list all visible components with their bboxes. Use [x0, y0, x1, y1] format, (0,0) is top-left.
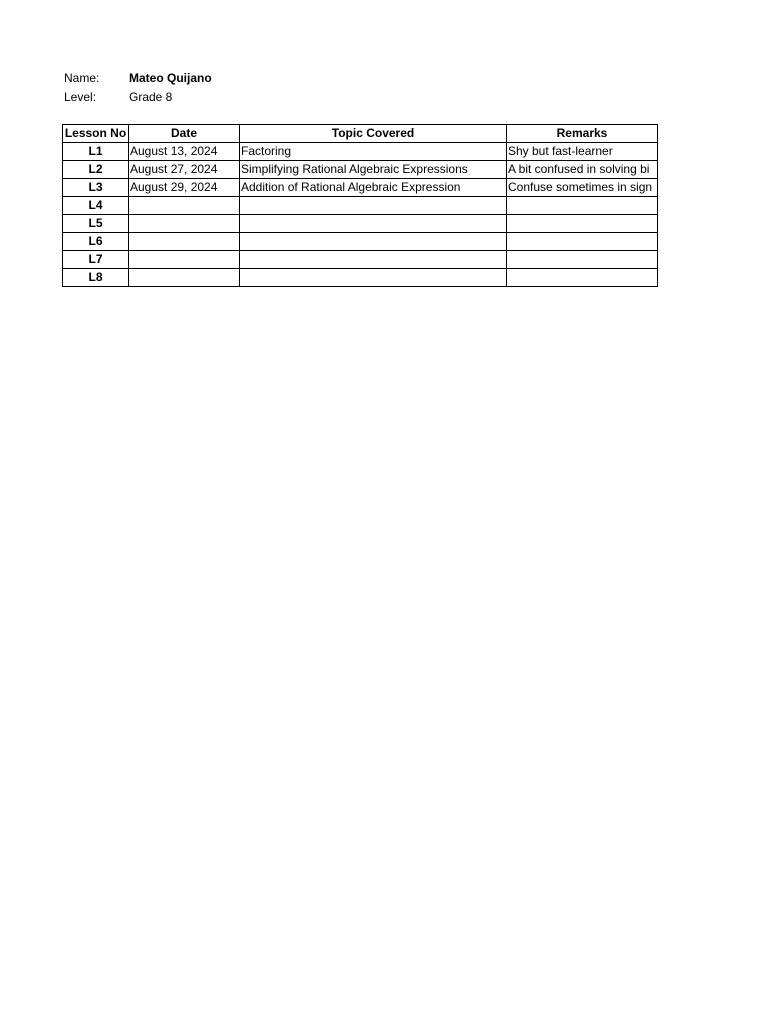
remarks-cell [507, 197, 658, 215]
table-row [63, 269, 658, 287]
lesson-cell: L7 [63, 251, 129, 269]
topic-cell [240, 215, 507, 233]
header-date: Date [129, 125, 240, 143]
lesson-log-table [62, 124, 658, 287]
topic-cell [240, 197, 507, 215]
remarks-cell [507, 251, 658, 269]
date-cell: August 27, 2024 [129, 161, 240, 179]
level-row [64, 88, 212, 107]
topic-cell: Simplifying Rational Algebraic Expressions [240, 161, 507, 179]
lesson-cell: L5 [63, 215, 129, 233]
header-lesson-no: Lesson No [63, 125, 129, 143]
header-remarks: Remarks [507, 125, 658, 143]
topic-cell: Factoring [240, 143, 507, 161]
name-label: Name: [64, 71, 100, 85]
remarks-cell: A bit confused in solving bi [507, 161, 658, 179]
topic-cell [240, 251, 507, 269]
remarks-cell [507, 215, 658, 233]
table-header-row [63, 125, 658, 143]
name-row [64, 69, 212, 88]
table-row [63, 179, 658, 197]
lesson-cell: L4 [63, 197, 129, 215]
remarks-cell [507, 233, 658, 251]
lesson-cell: L3 [63, 179, 129, 197]
table-row [63, 251, 658, 269]
date-cell [129, 251, 240, 269]
header-topic-covered: Topic Covered [240, 125, 507, 143]
date-cell: August 13, 2024 [129, 143, 240, 161]
table-row [63, 197, 658, 215]
date-cell [129, 215, 240, 233]
lesson-cell: L6 [63, 233, 129, 251]
lesson-cell: L2 [63, 161, 129, 179]
date-cell [129, 233, 240, 251]
topic-cell [240, 233, 507, 251]
table-row [63, 161, 658, 179]
student-name: Mateo Quijano [129, 71, 212, 85]
remarks-cell [507, 269, 658, 287]
student-info [64, 69, 212, 107]
lesson-cell: L1 [63, 143, 129, 161]
date-cell [129, 197, 240, 215]
student-level: Grade 8 [129, 90, 173, 104]
remarks-cell: Shy but fast-learner [507, 143, 658, 161]
remarks-cell: Confuse sometimes in sign [507, 179, 658, 197]
topic-cell: Addition of Rational Algebraic Expression [240, 179, 507, 197]
level-label: Level: [64, 90, 97, 104]
date-cell [129, 269, 240, 287]
lesson-cell: L8 [63, 269, 129, 287]
date-cell: August 29, 2024 [129, 179, 240, 197]
table-row [63, 233, 658, 251]
topic-cell [240, 269, 507, 287]
table-row [63, 143, 658, 161]
table-row [63, 215, 658, 233]
